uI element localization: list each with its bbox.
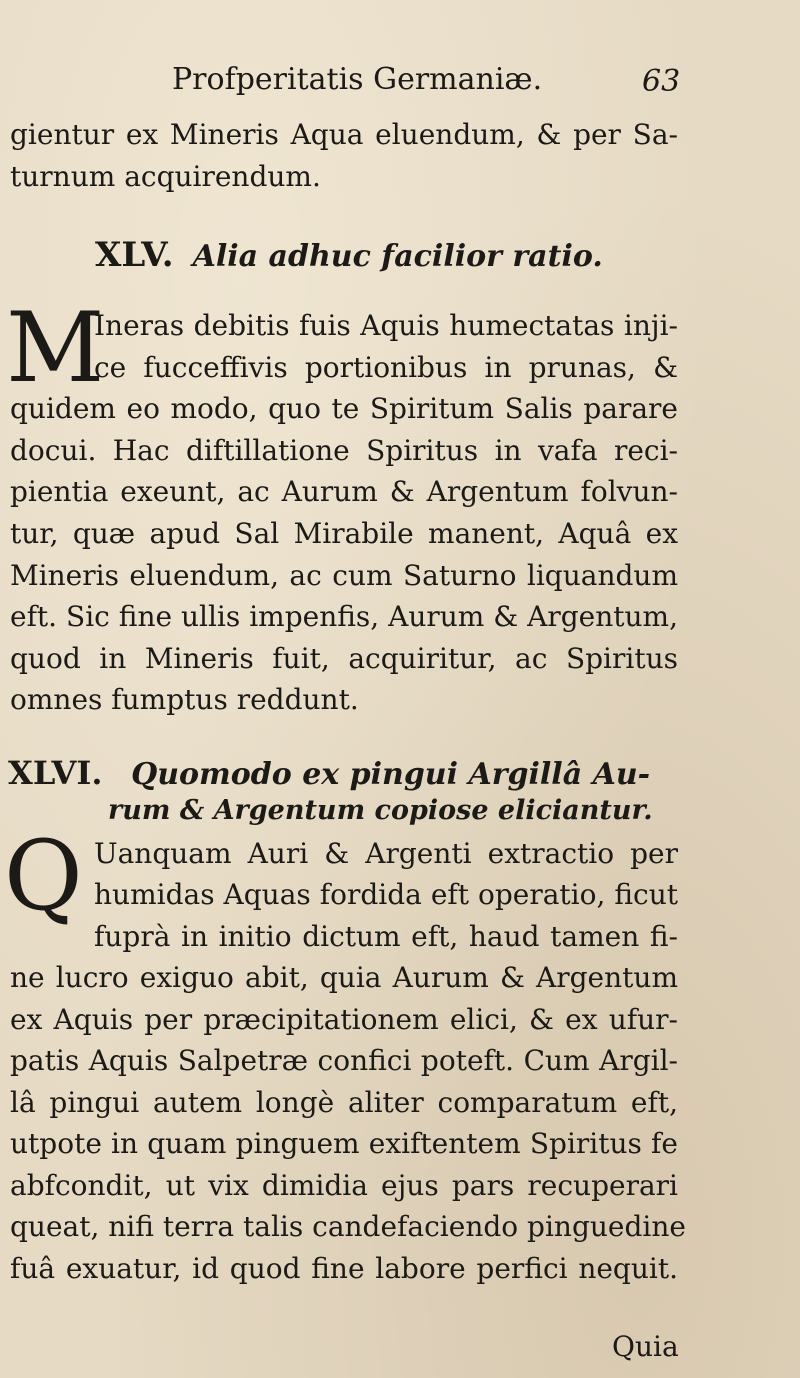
text-line: Mineris eluendum, ac cum Saturno liquandum <box>10 559 678 592</box>
section-title: Quomodo ex pingui Argillâ Au- <box>131 757 651 792</box>
text-line: patis Aquis Salpetræ confici poteft. Cum Argil- <box>10 1044 678 1077</box>
text-line: docui. Hac diftillatione Spiritus in vafa reci- <box>10 434 678 467</box>
page-header <box>0 62 800 102</box>
text-line: fuprà in initio dictum eft, haud tamen fi- <box>94 920 678 953</box>
text-line: eft. Sic fine ullis impenfis, Aurum & Argentum, <box>10 600 678 633</box>
text-line: Uanquam Auri & Argenti extractio per <box>94 837 678 870</box>
text-line: fuâ exuatur, id quod fine labore perfici nequit. <box>10 1252 678 1285</box>
section-heading-45 <box>95 236 695 276</box>
text-line: quod in Mineris fuit, acquiritur, ac Spiritus <box>10 642 678 675</box>
text-line: queat, nifi terra talis candefaciendo pinguedine <box>10 1210 686 1243</box>
text-line: lâ pingui autem longè aliter comparatum eft, <box>10 1086 678 1119</box>
text-line: quidem eo modo, quo te Spiritum Salis parare <box>10 392 678 425</box>
text-line: ne lucro exiguo abit, quia Aurum & Argentum <box>10 961 678 994</box>
drop-cap: M <box>6 292 105 404</box>
text-line: turnum acquirendum. <box>10 160 321 193</box>
text-line: tur, quæ apud Sal Mirabile manent, Aquâ ex <box>10 517 678 550</box>
text-line: omnes fumptus reddunt. <box>10 683 359 716</box>
text-line: Ineras debitis fuis Aquis humectatas inji- <box>94 309 678 342</box>
text-line: ce fucceffivis portionibus in prunas, & <box>94 351 678 384</box>
section-title: Alia adhuc facilior ratio. <box>192 239 603 274</box>
section-number: XLV. <box>95 235 174 275</box>
section-heading-46-cont <box>108 792 708 830</box>
text-line: gientur ex Mineris Aqua eluendum, & per Sa- <box>10 118 678 151</box>
text-line: abfcondit, ut vix dimidia ejus pars recuperari <box>10 1169 678 1202</box>
running-title: Profperitatis Germaniæ. <box>172 62 543 97</box>
text-line: ex Aquis per præcipitationem elici, & ex ufur- <box>10 1003 678 1036</box>
drop-cap: Q <box>4 820 83 932</box>
text-line: utpote in quam pinguem exiftentem Spiritus fe <box>10 1127 678 1160</box>
section-heading-46 <box>8 754 651 794</box>
catchword: Quia <box>612 1330 679 1363</box>
section-title: rum & Argentum copiose eliciantur. <box>108 795 653 826</box>
section-number: XLVI. <box>8 754 103 792</box>
text-line: pientia exeunt, ac Aurum & Argentum folvun- <box>10 475 678 508</box>
page-number: 63 <box>642 64 681 99</box>
text-line: humidas Aquas fordida eft operatio, ficut <box>94 878 678 911</box>
